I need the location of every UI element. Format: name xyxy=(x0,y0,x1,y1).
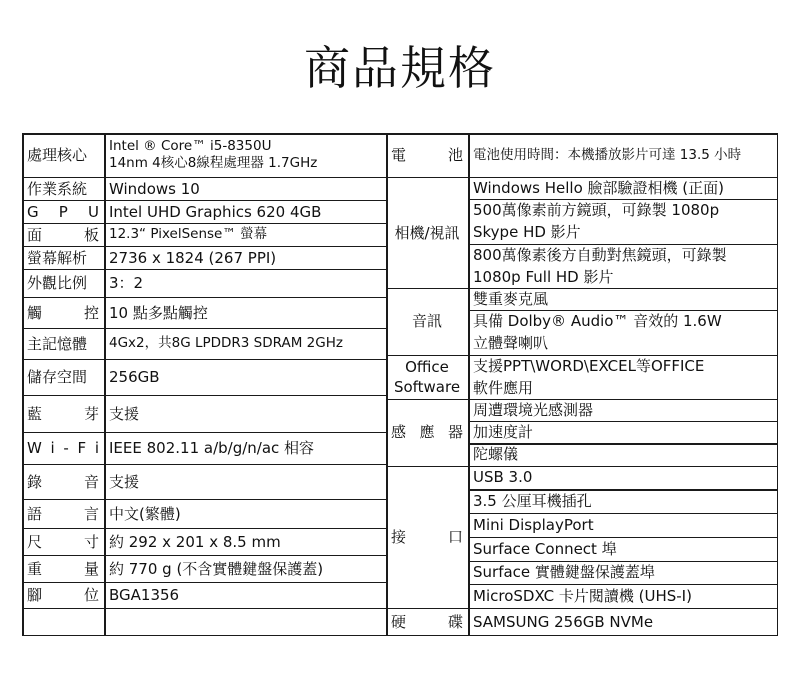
spec-label-part: P xyxy=(58,202,68,221)
spec-value-line xyxy=(468,266,778,288)
spec-label-part: i xyxy=(50,439,55,457)
spec-value-text: IEEE 802.11 a/b/g/n/ac 相容 xyxy=(109,439,315,457)
spec-value-line xyxy=(468,310,778,332)
spec-label-text: Software xyxy=(393,377,461,396)
spec-value-text: USB 3.0 xyxy=(473,468,533,487)
spec-table xyxy=(22,133,778,636)
spec-value-text: 陀螺儀 xyxy=(473,445,519,464)
spec-value xyxy=(104,499,386,528)
spec-value xyxy=(468,608,778,636)
spec-label-part: W xyxy=(27,439,42,457)
spec-label-part: 尺 xyxy=(27,532,43,551)
spec-label xyxy=(386,133,468,177)
spec-label-part: 接 xyxy=(391,527,407,546)
spec-value-text: Windows 10 xyxy=(109,179,200,198)
spec-value-text: 1080p Full HD 影片 xyxy=(473,267,614,286)
spec-label xyxy=(22,246,104,269)
spec-label-part: 重 xyxy=(27,559,43,578)
spec-value xyxy=(104,223,386,246)
spec-value-text: 10 點多點觸控 xyxy=(109,303,208,322)
spec-label-part: 作業系統 xyxy=(27,179,88,198)
spec-value-text: 加速度計 xyxy=(473,423,534,442)
spec-value xyxy=(468,133,778,177)
spec-label xyxy=(386,466,468,608)
spec-value-text: 約 770 g (不含實體鍵盤保護蓋) xyxy=(109,559,324,578)
spec-value-line xyxy=(468,443,778,465)
spec-value-text: 約 292 x 201 x 8.5 mm xyxy=(109,532,281,551)
spec-label xyxy=(22,359,104,395)
spec-value-text: Skype HD 影片 xyxy=(473,223,581,242)
spec-value-text: MicroSDXC 卡片閱讀機 (UHS-I) xyxy=(473,587,692,606)
spec-value-line xyxy=(468,377,778,399)
spec-label-part: 板 xyxy=(83,225,99,244)
row-divider xyxy=(22,608,386,609)
spec-label-text: Office xyxy=(405,357,449,376)
spec-value-text: 支援 xyxy=(109,404,140,423)
spec-label-part: 螢幕解析 xyxy=(27,248,88,267)
spec-label-part: 外觀比例 xyxy=(27,274,88,292)
spec-value-text: BGA1356 xyxy=(109,586,180,604)
spec-value xyxy=(104,432,386,464)
spec-label xyxy=(386,177,468,288)
spec-value-line xyxy=(468,244,778,266)
page-title: 商品規格 xyxy=(304,41,496,95)
spec-value-line xyxy=(468,399,778,421)
spec-value-line xyxy=(468,584,778,608)
spec-label xyxy=(22,432,104,464)
spec-value-line xyxy=(468,421,778,443)
spec-value xyxy=(104,246,386,269)
spec-value xyxy=(104,269,386,297)
spec-label xyxy=(22,499,104,528)
spec-label xyxy=(22,328,104,359)
spec-value-line xyxy=(468,537,778,561)
spec-label-part: 腳 xyxy=(27,586,43,604)
spec-value-text: 800萬像素後方自動對焦鏡頭，可錄製 xyxy=(473,245,727,264)
spec-label-part: 位 xyxy=(83,586,99,604)
spec-label-text: 音訊 xyxy=(411,312,442,331)
spec-value xyxy=(104,582,386,608)
spec-value-text: Intel UHD Graphics 620 4GB xyxy=(109,202,322,221)
spec-value-text: 12.3“ PixelSense™ 螢幕 xyxy=(109,226,268,242)
spec-value xyxy=(104,177,386,200)
spec-label xyxy=(386,608,468,636)
spec-label xyxy=(22,223,104,246)
spec-label-part: 音 xyxy=(83,472,99,491)
spec-value-text: 3：2 xyxy=(109,274,144,292)
spec-value xyxy=(104,133,386,177)
spec-value-line: 14nm 4核心8線程處理器 1.7GHz xyxy=(109,155,318,171)
spec-value-line xyxy=(468,221,778,243)
spec-label xyxy=(22,297,104,328)
spec-label xyxy=(22,528,104,555)
spec-label-part: 儲存空間 xyxy=(27,368,88,386)
spec-value-line xyxy=(468,177,778,199)
spec-label xyxy=(22,555,104,582)
spec-label-part: 硬 xyxy=(391,613,407,631)
spec-value-line: Intel ® Core™ i5-8350U xyxy=(109,138,272,154)
spec-value-line xyxy=(468,513,778,537)
spec-label-part: 寸 xyxy=(83,532,99,551)
spec-label-part: 芽 xyxy=(83,404,99,423)
spec-label xyxy=(22,200,104,223)
spec-value-text: Mini DisplayPort xyxy=(473,515,594,534)
spec-label-part: 語 xyxy=(27,504,43,523)
spec-value xyxy=(104,359,386,395)
spec-label xyxy=(22,133,104,177)
spec-value-text: 具備 Dolby® Audio™ 音效的 1.6W xyxy=(473,312,722,331)
spec-value-text: 2736 x 1824 (267 PPI) xyxy=(109,248,277,267)
spec-value-text: 雙重麥克風 xyxy=(473,290,549,309)
spec-label-part: 處理核心 xyxy=(27,146,88,164)
spec-value-text: 256GB xyxy=(109,368,160,386)
spec-label-part: i xyxy=(94,439,99,457)
spec-value-text: 軟件應用 xyxy=(473,378,534,397)
spec-label xyxy=(22,177,104,200)
spec-label xyxy=(22,269,104,297)
spec-label xyxy=(22,582,104,608)
spec-label-part: - xyxy=(63,439,69,457)
spec-value-text: 中文(繁體) xyxy=(109,504,181,523)
spec-label xyxy=(386,355,468,399)
spec-label-part: 電 xyxy=(391,146,407,164)
spec-value-text: 周遭環境光感測器 xyxy=(473,401,594,420)
spec-label-part: 控 xyxy=(83,303,99,322)
spec-label-part: 口 xyxy=(447,527,463,546)
spec-label xyxy=(22,464,104,499)
spec-label-part: 言 xyxy=(83,504,99,523)
spec-value-text: SAMSUNG 256GB NVMe xyxy=(473,613,654,631)
spec-value xyxy=(104,328,386,359)
spec-value-line xyxy=(468,332,778,354)
spec-label-part: 量 xyxy=(83,559,99,578)
spec-value xyxy=(104,464,386,499)
spec-value-line xyxy=(468,199,778,221)
spec-label-part: 藍 xyxy=(27,404,43,423)
spec-value xyxy=(104,200,386,223)
spec-label-part: 感 xyxy=(391,423,407,442)
spec-label-part: 碟 xyxy=(447,613,463,631)
spec-label-part: 觸 xyxy=(27,303,43,322)
spec-label xyxy=(386,399,468,466)
spec-value-text: 4Gx2，共8G LPDDR3 SDRAM 2GHz xyxy=(109,335,343,351)
spec-value-text: 立體聲喇叭 xyxy=(473,334,549,353)
spec-value-text: 3.5 公厘耳機插孔 xyxy=(473,492,592,511)
spec-value xyxy=(104,528,386,555)
spec-label-part: 池 xyxy=(447,146,463,164)
spec-label-text: 相機/視訊 xyxy=(394,223,460,242)
spec-value-text: 500萬像素前方鏡頭，可錄製 1080p xyxy=(473,201,720,220)
spec-label-part: 主記憶體 xyxy=(27,334,88,353)
spec-value-text: Windows Hello 臉部驗證相機 (正面) xyxy=(473,179,724,198)
spec-label-part: 錄 xyxy=(27,472,43,491)
spec-label-part: 應 xyxy=(419,423,435,442)
spec-value-text: Surface Connect 埠 xyxy=(473,539,617,558)
spec-value-line xyxy=(468,355,778,377)
spec-value xyxy=(104,395,386,432)
spec-label xyxy=(386,288,468,355)
spec-value-line xyxy=(468,466,778,490)
spec-label-part: 器 xyxy=(447,423,463,442)
spec-value-text: Surface 實體鍵盤保護蓋埠 xyxy=(473,563,655,582)
spec-value-text: 電池使用時間：本機播放影片可達 13.5 小時 xyxy=(473,146,742,163)
spec-label-part: 面 xyxy=(27,225,43,244)
spec-label xyxy=(22,395,104,432)
spec-value xyxy=(104,297,386,328)
spec-value-text: 支援PPT\WORD\EXCEL等OFFICE xyxy=(473,356,705,375)
spec-label-part: U xyxy=(88,202,99,221)
spec-label-part: G xyxy=(27,202,39,221)
spec-value-line xyxy=(468,489,778,513)
spec-value xyxy=(104,555,386,582)
spec-value-line xyxy=(468,561,778,585)
spec-value-line xyxy=(468,288,778,310)
spec-label-part: F xyxy=(77,439,87,457)
spec-value-text: 支援 xyxy=(109,472,140,491)
